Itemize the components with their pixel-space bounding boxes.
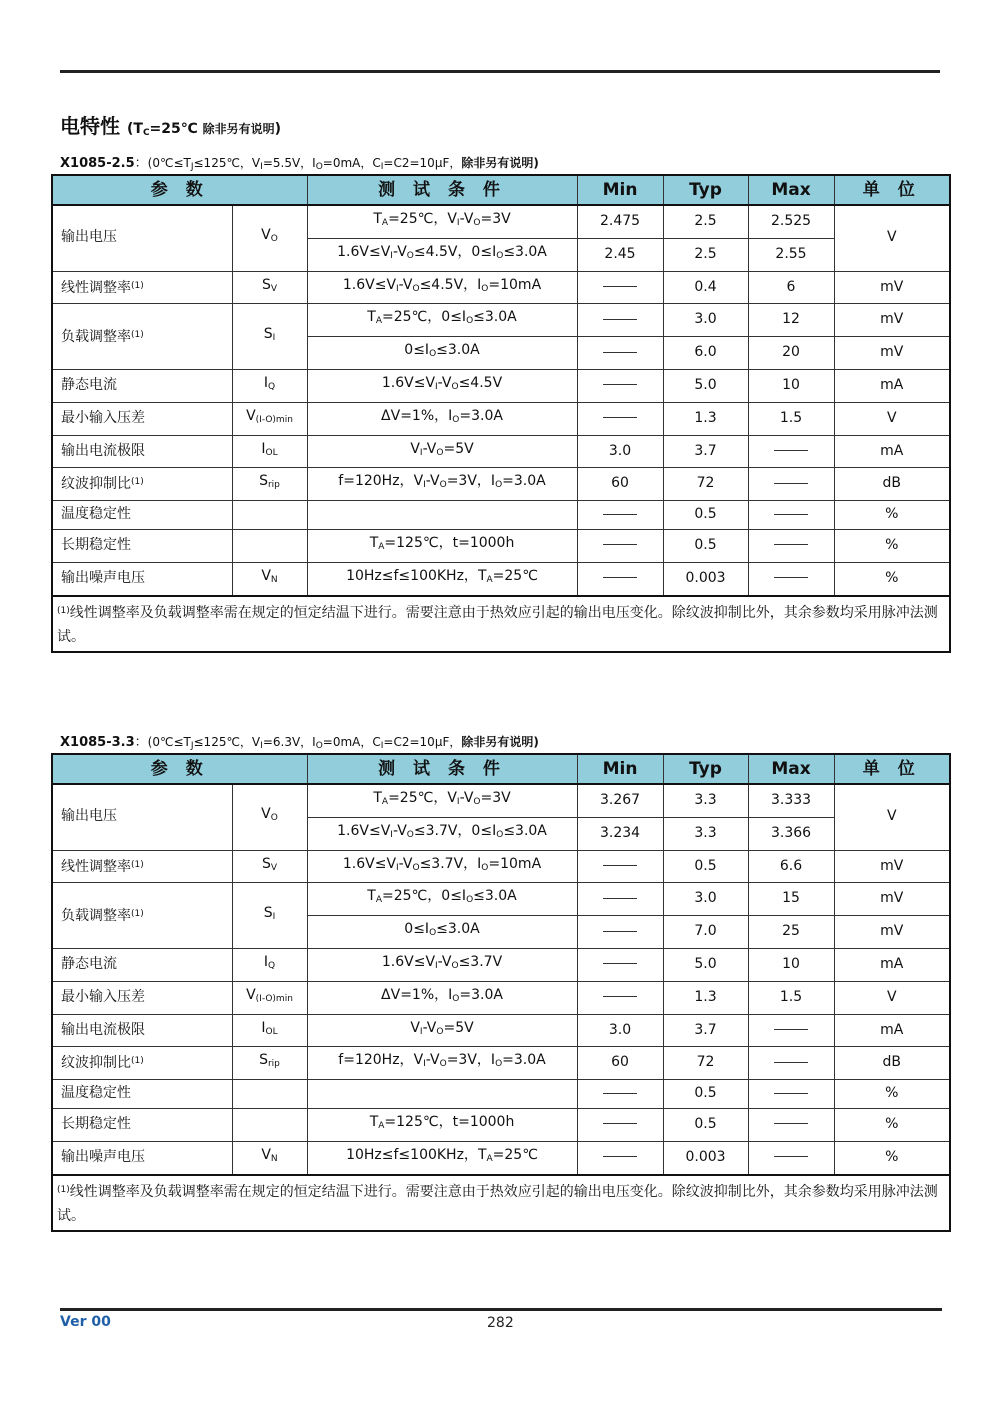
typ-cell: 3.3 bbox=[663, 817, 748, 850]
spec-table bbox=[51, 753, 951, 1232]
condition-cell: ΔV=1%，$I_O=3.0A$ bbox=[307, 981, 577, 1014]
typ-cell: 1.3 bbox=[663, 981, 748, 1014]
param-ripple-rejection: 纹波抑制比$^{(1)}$ bbox=[52, 1047, 232, 1080]
condition-cell: $V_I-V_O=5V$ bbox=[307, 1014, 577, 1047]
symbol-vdrop: $V_{(I-O)min}$ bbox=[232, 981, 307, 1014]
condition-cell: 10Hz≤f≤100KHz，$T_A=25℃$ bbox=[307, 1141, 577, 1174]
unit-cell: mV bbox=[834, 271, 950, 304]
max-cell bbox=[748, 562, 834, 595]
footnote: $^{(1)}$线性调整率及负载调整率需在规定的恒定结温下进行。需要注意由于热效应引起的输出电压变化。除纹波抑制比外，其余参数均采用脉冲法测试。 bbox=[52, 1175, 950, 1231]
condition-cell: ΔV=1%，$I_O=3.0A$ bbox=[307, 402, 577, 435]
unit-cell: V bbox=[834, 205, 950, 271]
unit-cell: mV bbox=[834, 304, 950, 337]
header-rule bbox=[60, 70, 940, 73]
footnote-row bbox=[52, 1175, 950, 1231]
symbol-srip: $S_{rip}$ bbox=[232, 1047, 307, 1080]
page-title-text: 电特性 bbox=[60, 114, 120, 138]
typ-cell: 0.5 bbox=[663, 501, 748, 530]
condition-cell: $1.6V\le V_I-V_O\le 3.7V$，$0\le I_O\le 3.0A$ bbox=[307, 817, 577, 850]
param-temp-stability: 温度稳定性 bbox=[52, 1080, 232, 1109]
unit-cell: V bbox=[834, 981, 950, 1014]
table-row bbox=[52, 1047, 950, 1080]
param-line-regulation: 线性调整率$^{(1)}$ bbox=[52, 850, 232, 883]
symbol-iol: $I_{OL}$ bbox=[232, 435, 307, 468]
table-row bbox=[52, 784, 950, 817]
symbol-vn: $V_N$ bbox=[232, 1141, 307, 1174]
max-cell: 6.6 bbox=[748, 850, 834, 883]
param-long-term-stability: 长期稳定性 bbox=[52, 1108, 232, 1141]
min-cell: 2.475 bbox=[577, 205, 663, 238]
max-cell: 12 bbox=[748, 304, 834, 337]
unit-cell: % bbox=[834, 529, 950, 562]
typ-cell: 0.5 bbox=[663, 1108, 748, 1141]
table-row bbox=[52, 304, 950, 337]
table-row bbox=[52, 948, 950, 981]
table-row bbox=[52, 1141, 950, 1174]
param-dropout: 最小输入压差 bbox=[52, 981, 232, 1014]
spec-table bbox=[51, 174, 951, 653]
table-row bbox=[52, 468, 950, 501]
param-dropout: 最小输入压差 bbox=[52, 402, 232, 435]
symbol-sv: $S_V$ bbox=[232, 271, 307, 304]
param-temp-stability: 温度稳定性 bbox=[52, 501, 232, 530]
param-current-limit: 输出电流极限 bbox=[52, 435, 232, 468]
model-name: X1085-3.3 bbox=[60, 735, 135, 750]
min-cell bbox=[577, 916, 663, 949]
max-cell: 1.5 bbox=[748, 402, 834, 435]
table-row bbox=[52, 271, 950, 304]
header-param: 参 数 bbox=[52, 175, 307, 205]
min-cell bbox=[577, 402, 663, 435]
symbol-cell bbox=[232, 1080, 307, 1109]
unit-cell: V bbox=[834, 402, 950, 435]
min-cell bbox=[577, 948, 663, 981]
header-condition: 测 试 条 件 bbox=[307, 754, 577, 784]
table-row bbox=[52, 369, 950, 402]
typ-cell: 5.0 bbox=[663, 948, 748, 981]
typ-cell: 6.0 bbox=[663, 337, 748, 370]
table-row bbox=[52, 1080, 950, 1109]
header-min: Min bbox=[577, 175, 663, 205]
unit-cell: % bbox=[834, 501, 950, 530]
typ-cell: 2.5 bbox=[663, 238, 748, 271]
max-cell: 1.5 bbox=[748, 981, 834, 1014]
condition-cell: $T_A=125℃$，t=1000h bbox=[307, 529, 577, 562]
param-ripple-rejection: 纹波抑制比$^{(1)}$ bbox=[52, 468, 232, 501]
footer-rule bbox=[60, 1308, 942, 1311]
min-cell: 60 bbox=[577, 1047, 663, 1080]
page-number: 282 bbox=[487, 1315, 514, 1331]
symbol-vo: $V_O$ bbox=[232, 784, 307, 850]
max-cell bbox=[748, 1014, 834, 1047]
unit-cell: mA bbox=[834, 948, 950, 981]
table-subtitle: X1085-2.5：($0℃\le T_J\le 125℃$，$V_I=5.5V$，$I_O=0mA$，$C_I=C2=10\mu F$，除非另有说明) bbox=[60, 156, 539, 172]
table-conditions: ($0℃\le T_J\le 125℃$，$V_I=6.3V$，$I_O=0mA$，$C_I=C2=10\mu F$，除非另有说明) bbox=[147, 735, 539, 751]
symbol-iol: $I_{OL}$ bbox=[232, 1014, 307, 1047]
table-row bbox=[52, 435, 950, 468]
condition-cell bbox=[307, 1080, 577, 1109]
typ-cell: 72 bbox=[663, 1047, 748, 1080]
unit-cell: mA bbox=[834, 1014, 950, 1047]
param-quiescent-current: 静态电流 bbox=[52, 369, 232, 402]
unit-cell: mA bbox=[834, 435, 950, 468]
table-conditions: ($0℃\le T_J\le 125℃$，$V_I=5.5V$，$I_O=0mA$，$C_I=C2=10\mu F$，除非另有说明) bbox=[147, 156, 539, 172]
max-cell: 20 bbox=[748, 337, 834, 370]
min-cell bbox=[577, 883, 663, 916]
header-unit: 单 位 bbox=[834, 175, 950, 205]
typ-cell: 0.5 bbox=[663, 1080, 748, 1109]
param-long-term-stability: 长期稳定性 bbox=[52, 529, 232, 562]
param-load-regulation: 负载调整率$^{(1)}$ bbox=[52, 883, 232, 949]
table-header-row bbox=[52, 175, 950, 205]
symbol-cell bbox=[232, 529, 307, 562]
param-quiescent-current: 静态电流 bbox=[52, 948, 232, 981]
min-cell: 2.45 bbox=[577, 238, 663, 271]
condition-cell: f=120Hz，$V_I-V_O=3V$，$I_O=3.0A$ bbox=[307, 1047, 577, 1080]
param-current-limit: 输出电流极限 bbox=[52, 1014, 232, 1047]
header-unit: 单 位 bbox=[834, 754, 950, 784]
header-max: Max bbox=[748, 754, 834, 784]
min-cell bbox=[577, 850, 663, 883]
table-row bbox=[52, 850, 950, 883]
condition-cell: 10Hz≤f≤100KHz，$T_A=25℃$ bbox=[307, 562, 577, 595]
symbol-iq: $I_Q$ bbox=[232, 948, 307, 981]
condition-cell: $1.6V\le V_I-V_O\le 4.5V$，$0\le I_O\le 3.0A$ bbox=[307, 238, 577, 271]
header-condition: 测 试 条 件 bbox=[307, 175, 577, 205]
max-cell bbox=[748, 435, 834, 468]
typ-cell: 3.7 bbox=[663, 1014, 748, 1047]
table-row bbox=[52, 402, 950, 435]
condition-cell: $0\le I_O\le 3.0A$ bbox=[307, 916, 577, 949]
unit-cell: % bbox=[834, 1080, 950, 1109]
min-cell: 3.234 bbox=[577, 817, 663, 850]
table-row bbox=[52, 1108, 950, 1141]
min-cell bbox=[577, 337, 663, 370]
page-title-condition: ($T_C=25℃$ 除非另有说明) bbox=[126, 121, 282, 138]
condition-cell: $T_A=25℃$，$0\le I_O\le 3.0A$ bbox=[307, 883, 577, 916]
min-cell: 3.0 bbox=[577, 435, 663, 468]
max-cell: 3.366 bbox=[748, 817, 834, 850]
header-typ: Typ bbox=[663, 754, 748, 784]
param-output-noise: 输出噪声电压 bbox=[52, 562, 232, 595]
typ-cell: 72 bbox=[663, 468, 748, 501]
condition-cell: $1.6V\le V_I-V_O\le 3.7V$，$I_O=10mA$ bbox=[307, 850, 577, 883]
typ-cell: 3.3 bbox=[663, 784, 748, 817]
max-cell: 2.55 bbox=[748, 238, 834, 271]
min-cell bbox=[577, 562, 663, 595]
header-param: 参 数 bbox=[52, 754, 307, 784]
typ-cell: 3.0 bbox=[663, 883, 748, 916]
symbol-si: $S_I$ bbox=[232, 304, 307, 370]
unit-cell: % bbox=[834, 562, 950, 595]
min-cell: 3.267 bbox=[577, 784, 663, 817]
symbol-vo: $V_O$ bbox=[232, 205, 307, 271]
typ-cell: 0.4 bbox=[663, 271, 748, 304]
table-row bbox=[52, 529, 950, 562]
param-output-noise: 输出噪声电压 bbox=[52, 1141, 232, 1174]
unit-cell: mV bbox=[834, 850, 950, 883]
table-row bbox=[52, 205, 950, 238]
typ-cell: 0.5 bbox=[663, 850, 748, 883]
table-row bbox=[52, 1014, 950, 1047]
condition-cell: $1.6V\le V_I-V_O\le 4.5V$ bbox=[307, 369, 577, 402]
max-cell: 10 bbox=[748, 369, 834, 402]
symbol-cell bbox=[232, 501, 307, 530]
max-cell: 15 bbox=[748, 883, 834, 916]
unit-cell: dB bbox=[834, 1047, 950, 1080]
min-cell bbox=[577, 1108, 663, 1141]
unit-cell: V bbox=[834, 784, 950, 850]
typ-cell: 0.5 bbox=[663, 529, 748, 562]
header-min: Min bbox=[577, 754, 663, 784]
condition-cell: $T_A=25℃$，$0\le I_O\le 3.0A$ bbox=[307, 304, 577, 337]
min-cell bbox=[577, 369, 663, 402]
typ-cell: 0.003 bbox=[663, 1141, 748, 1174]
table-subtitle: X1085-3.3：($0℃\le T_J\le 125℃$，$V_I=6.3V$，$I_O=0mA$，$C_I=C2=10\mu F$，除非另有说明) bbox=[60, 735, 539, 751]
condition-cell: $0\le I_O\le 3.0A$ bbox=[307, 337, 577, 370]
table-row bbox=[52, 883, 950, 916]
min-cell bbox=[577, 501, 663, 530]
max-cell bbox=[748, 1047, 834, 1080]
header-typ: Typ bbox=[663, 175, 748, 205]
table-row bbox=[52, 501, 950, 530]
condition-cell bbox=[307, 501, 577, 530]
page-title-note: 除非另有说明 bbox=[202, 122, 275, 136]
max-cell: 25 bbox=[748, 916, 834, 949]
min-cell bbox=[577, 529, 663, 562]
unit-cell: mA bbox=[834, 369, 950, 402]
max-cell bbox=[748, 468, 834, 501]
param-load-regulation: 负载调整率$^{(1)}$ bbox=[52, 304, 232, 370]
symbol-iq: $I_Q$ bbox=[232, 369, 307, 402]
min-cell bbox=[577, 304, 663, 337]
table-row bbox=[52, 562, 950, 595]
header-max: Max bbox=[748, 175, 834, 205]
condition-cell: $1.6V\le V_I-V_O\le 3.7V$ bbox=[307, 948, 577, 981]
symbol-vdrop: $V_{(I-O)min}$ bbox=[232, 402, 307, 435]
min-cell: 60 bbox=[577, 468, 663, 501]
max-cell: 6 bbox=[748, 271, 834, 304]
unit-cell: dB bbox=[834, 468, 950, 501]
unit-cell: mV bbox=[834, 916, 950, 949]
footnote: $^{(1)}$线性调整率及负载调整率需在规定的恒定结温下进行。需要注意由于热效应引起的输出电压变化。除纹波抑制比外，其余参数均采用脉冲法测试。 bbox=[52, 596, 950, 652]
symbol-vn: $V_N$ bbox=[232, 562, 307, 595]
typ-cell: 2.5 bbox=[663, 205, 748, 238]
max-cell: 2.525 bbox=[748, 205, 834, 238]
typ-cell: 0.003 bbox=[663, 562, 748, 595]
page-title bbox=[60, 110, 281, 139]
model-name: X1085-2.5 bbox=[60, 156, 135, 171]
symbol-cell bbox=[232, 1108, 307, 1141]
condition-cell: $1.6V\le V_I-V_O\le 4.5V$，$I_O=10mA$ bbox=[307, 271, 577, 304]
param-output-voltage: 输出电压 bbox=[52, 784, 232, 850]
max-cell: 10 bbox=[748, 948, 834, 981]
typ-cell: 3.7 bbox=[663, 435, 748, 468]
min-cell bbox=[577, 981, 663, 1014]
param-output-voltage: 输出电压 bbox=[52, 205, 232, 271]
min-cell bbox=[577, 1141, 663, 1174]
min-cell bbox=[577, 1080, 663, 1109]
condition-cell: $V_I-V_O=5V$ bbox=[307, 435, 577, 468]
unit-cell: % bbox=[834, 1141, 950, 1174]
unit-cell: % bbox=[834, 1108, 950, 1141]
max-cell bbox=[748, 1141, 834, 1174]
typ-cell: 7.0 bbox=[663, 916, 748, 949]
max-cell: 3.333 bbox=[748, 784, 834, 817]
max-cell bbox=[748, 501, 834, 530]
table-row bbox=[52, 981, 950, 1014]
min-cell: 3.0 bbox=[577, 1014, 663, 1047]
max-cell bbox=[748, 1080, 834, 1109]
typ-cell: 1.3 bbox=[663, 402, 748, 435]
symbol-si: $S_I$ bbox=[232, 883, 307, 949]
footnote-row bbox=[52, 596, 950, 652]
typ-cell: 5.0 bbox=[663, 369, 748, 402]
typ-cell: 3.0 bbox=[663, 304, 748, 337]
max-cell bbox=[748, 529, 834, 562]
table-header-row bbox=[52, 754, 950, 784]
condition-cell: $T_A=125℃$，t=1000h bbox=[307, 1108, 577, 1141]
symbol-srip: $S_{rip}$ bbox=[232, 468, 307, 501]
max-cell bbox=[748, 1108, 834, 1141]
unit-cell: mV bbox=[834, 883, 950, 916]
condition-cell: f=120Hz，$V_I-V_O=3V$，$I_O=3.0A$ bbox=[307, 468, 577, 501]
unit-cell: mV bbox=[834, 337, 950, 370]
symbol-sv: $S_V$ bbox=[232, 850, 307, 883]
condition-cell: $T_A=25℃$，$V_I-V_O=3V$ bbox=[307, 784, 577, 817]
footer-version: Ver 00 bbox=[60, 1314, 111, 1330]
condition-cell: $T_A=25℃$，$V_I-V_O=3V$ bbox=[307, 205, 577, 238]
min-cell bbox=[577, 271, 663, 304]
param-line-regulation: 线性调整率$^{(1)}$ bbox=[52, 271, 232, 304]
